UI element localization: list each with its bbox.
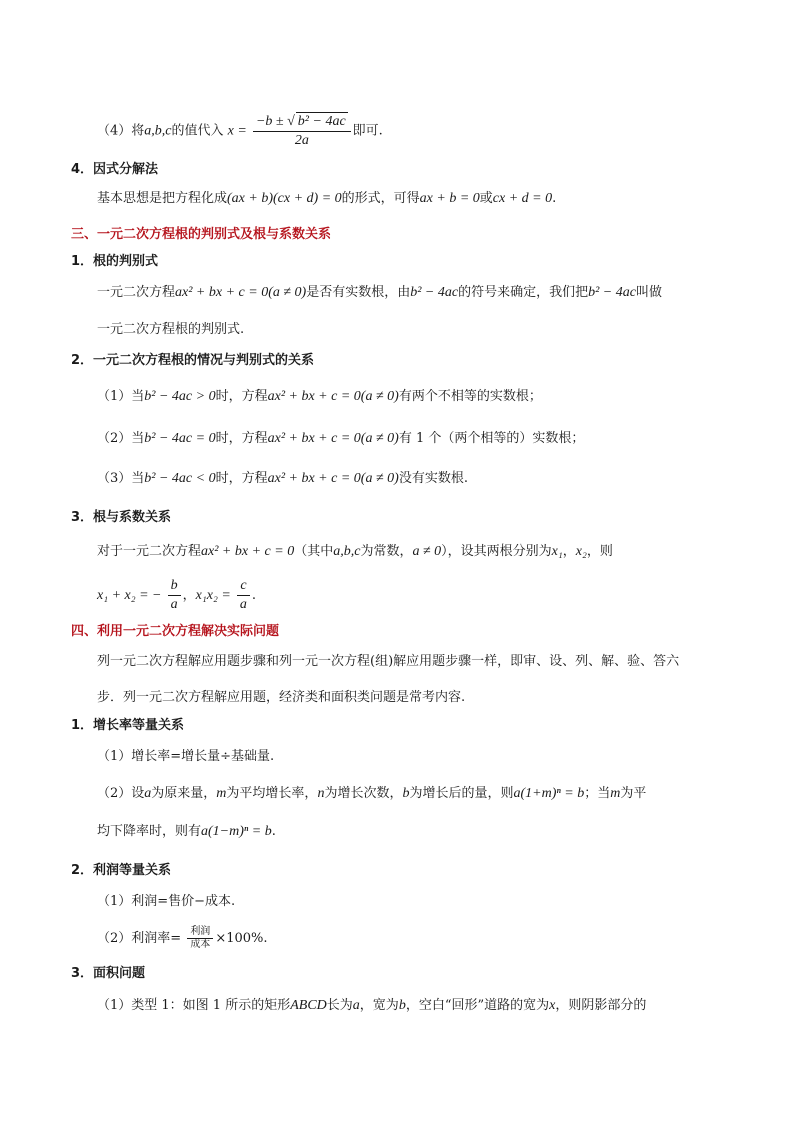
text: 为平均增长率， <box>226 786 318 801</box>
text: ，则阴影部分的 <box>555 998 647 1013</box>
math: m <box>610 786 621 801</box>
text: （3）当 <box>97 471 145 486</box>
case-3 <box>97 469 468 489</box>
text: 为平 <box>620 786 647 801</box>
text: . <box>271 824 276 839</box>
math: ax² + bx + c = 0 <box>201 544 295 559</box>
math: x₁ <box>551 544 563 559</box>
growth-line-1: （1）增长率=增长量÷基础量. <box>97 749 275 764</box>
math: ABCD <box>290 998 327 1013</box>
text: （2）当 <box>97 431 145 446</box>
text: 一元二次方程 <box>97 285 176 300</box>
vieta-line-1 <box>97 542 613 562</box>
math: b <box>398 998 406 1013</box>
math: b² − 4ac <box>297 114 346 129</box>
text: ；当 <box>584 786 611 801</box>
text: 为增长次数， <box>324 786 403 801</box>
text: 基本思想是把方程化成 <box>97 191 228 206</box>
math: c <box>237 577 249 596</box>
heading-discriminant: 1．根的判别式 <box>71 254 159 269</box>
text: 有两个不相等的实数根； <box>398 389 542 404</box>
text: ×100%. <box>215 931 268 946</box>
intro-line-1: 列一元二次方程解应用题步骤和列一元一次方程(组)解应用题步骤一样，即审、设、列、解、验、答六 <box>97 654 680 669</box>
math: x₂ <box>575 544 587 559</box>
math: a <box>239 597 247 612</box>
heading-vieta: 3．根与系数关系 <box>71 510 172 525</box>
math: a <box>144 786 152 801</box>
fraction-b-over-a <box>168 577 181 614</box>
math: ax² + bx + c = 0(a ≠ 0) <box>175 285 307 300</box>
text: 的值代入 <box>171 123 224 139</box>
growth-line-2 <box>97 784 646 804</box>
profit-line-1: （1）利润=售价−成本. <box>97 894 236 909</box>
math: x = <box>227 123 247 139</box>
text: ），设其两根分别为 <box>441 544 552 559</box>
text: 没有实数根. <box>398 471 468 486</box>
math: a ≠ 0 <box>412 544 442 559</box>
text: 利润 <box>187 926 213 939</box>
text: 成本 <box>190 939 211 950</box>
text: （2）利润率= <box>97 931 182 946</box>
math: a <box>352 998 360 1013</box>
text: （2）设 <box>97 786 145 801</box>
math: ax² + bx + c = 0(a ≠ 0) <box>267 471 399 486</box>
math: x₁ + x₂ = − <box>97 588 162 603</box>
math: 2a <box>294 133 309 148</box>
text: 即可. <box>352 123 383 139</box>
text: （1）类型 1：如图 1 所示的矩形 <box>97 998 291 1013</box>
text: 为原来量， <box>151 786 217 801</box>
section-3-heading: 三、一元二次方程根的判别式及根与系数关系 <box>71 227 332 242</box>
discriminant-line-2: 一元二次方程根的判别式. <box>97 322 245 337</box>
heading-factoring: 4．因式分解法 <box>71 162 159 177</box>
math: (ax + b)(cx + d) = 0 <box>227 191 342 206</box>
text: 的形式，可得 <box>341 191 420 206</box>
text: 有 1 个（两个相等的）实数根； <box>398 431 585 446</box>
text: ， <box>182 588 196 603</box>
text: 对于一元二次方程 <box>97 544 202 559</box>
case-2 <box>97 429 584 449</box>
text: 为增长后的量，则 <box>409 786 514 801</box>
text: 的符号来确定，我们把 <box>458 285 589 300</box>
text: 叫做 <box>635 285 662 300</box>
math: a,b,c <box>144 123 172 139</box>
math: b <box>402 786 410 801</box>
math: x <box>549 998 556 1013</box>
math: ax + b = 0 <box>419 191 480 206</box>
text: 是否有实数根，由 <box>306 285 411 300</box>
math: m <box>216 786 227 801</box>
text: ，空白“回形”道路的宽为 <box>405 998 550 1013</box>
text: 时，方程 <box>215 471 268 486</box>
math: a(1+m)ⁿ = b <box>513 786 585 801</box>
text: ，则 <box>586 544 613 559</box>
intro-line-2: 步．列一元二次方程解应用题，经济类和面积类问题是常考内容. <box>97 690 466 705</box>
math: a(1−m)ⁿ = b <box>201 824 272 839</box>
math: b² − 4ac < 0 <box>144 471 216 486</box>
math: ax² + bx + c = 0(a ≠ 0) <box>267 431 399 446</box>
heading-profit: 2．利润等量关系 <box>71 863 172 878</box>
fraction-c-over-a <box>237 577 250 614</box>
math: a,b,c <box>333 544 361 559</box>
text: 为常数， <box>360 544 413 559</box>
text: （1）当 <box>97 389 145 404</box>
math: −b ± <box>255 114 288 129</box>
text: ， <box>562 544 576 559</box>
fraction-profit-over-cost <box>187 926 213 951</box>
math: ax² + bx + c = 0(a ≠ 0) <box>267 389 399 404</box>
area-line-1 <box>97 996 646 1016</box>
vieta-line-2 <box>97 577 256 615</box>
step-4-line <box>97 112 383 150</box>
heading-growth: 1．增长率等量关系 <box>71 718 185 733</box>
math: b² − 4ac = 0 <box>144 431 216 446</box>
text: 时，方程 <box>215 431 268 446</box>
math: n <box>317 786 325 801</box>
math: b <box>168 577 181 596</box>
text: ，宽为 <box>359 998 399 1013</box>
factoring-line <box>97 189 556 209</box>
quadratic-formula-fraction: $\frac{\text{−b ± √ b² − 4ac}}{2a}$ <box>253 112 351 150</box>
discriminant-line-1 <box>97 283 662 303</box>
text: . <box>251 588 257 603</box>
math: x₁x₂ = <box>195 588 231 603</box>
case-1 <box>97 387 542 407</box>
growth-line-3 <box>97 822 276 842</box>
math: b² − 4ac <box>588 285 636 300</box>
text: 长为 <box>326 998 353 1013</box>
math: b² − 4ac <box>410 285 459 300</box>
math: b² − 4ac > 0 <box>144 389 216 404</box>
math: cx + d = 0 <box>492 191 553 206</box>
text: . <box>552 191 557 206</box>
math: a <box>170 597 178 612</box>
section-4-heading: 四、利用一元二次方程解决实际问题 <box>71 624 280 639</box>
text: 时，方程 <box>215 389 268 404</box>
heading-area: 3．面积问题 <box>71 966 146 981</box>
text: 均下降率时，则有 <box>97 824 202 839</box>
heading-root-cases: 2．一元二次方程根的情况与判别式的关系 <box>71 353 315 368</box>
profit-line-2 <box>97 925 268 953</box>
text: 或 <box>479 191 493 206</box>
text: （4）将 <box>97 123 145 139</box>
text: （其中 <box>294 544 334 559</box>
